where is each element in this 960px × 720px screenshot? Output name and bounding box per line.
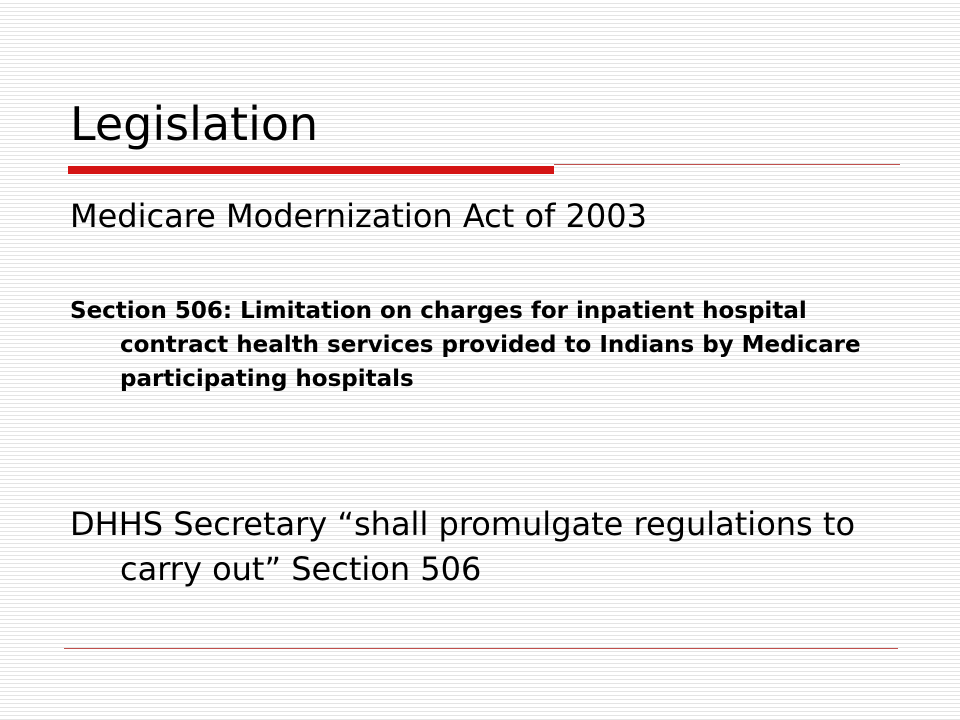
bullet-dhhs-secretary: DHHS Secretary “shall promulgate regulations to carry out” Section 506: [70, 505, 856, 588]
slide-title: Legislation: [70, 97, 319, 151]
bullet-act-name: Medicare Modernization Act of 2003: [70, 197, 647, 235]
title-underline-thick: [68, 166, 554, 174]
bullet-section-506: Section 506: Limitation on charges for inpatient hospital contract health services provided to Indians by Medicare participating hospitals: [70, 298, 861, 392]
title-underline-thin: [554, 164, 900, 165]
footer-rule: [64, 648, 898, 649]
